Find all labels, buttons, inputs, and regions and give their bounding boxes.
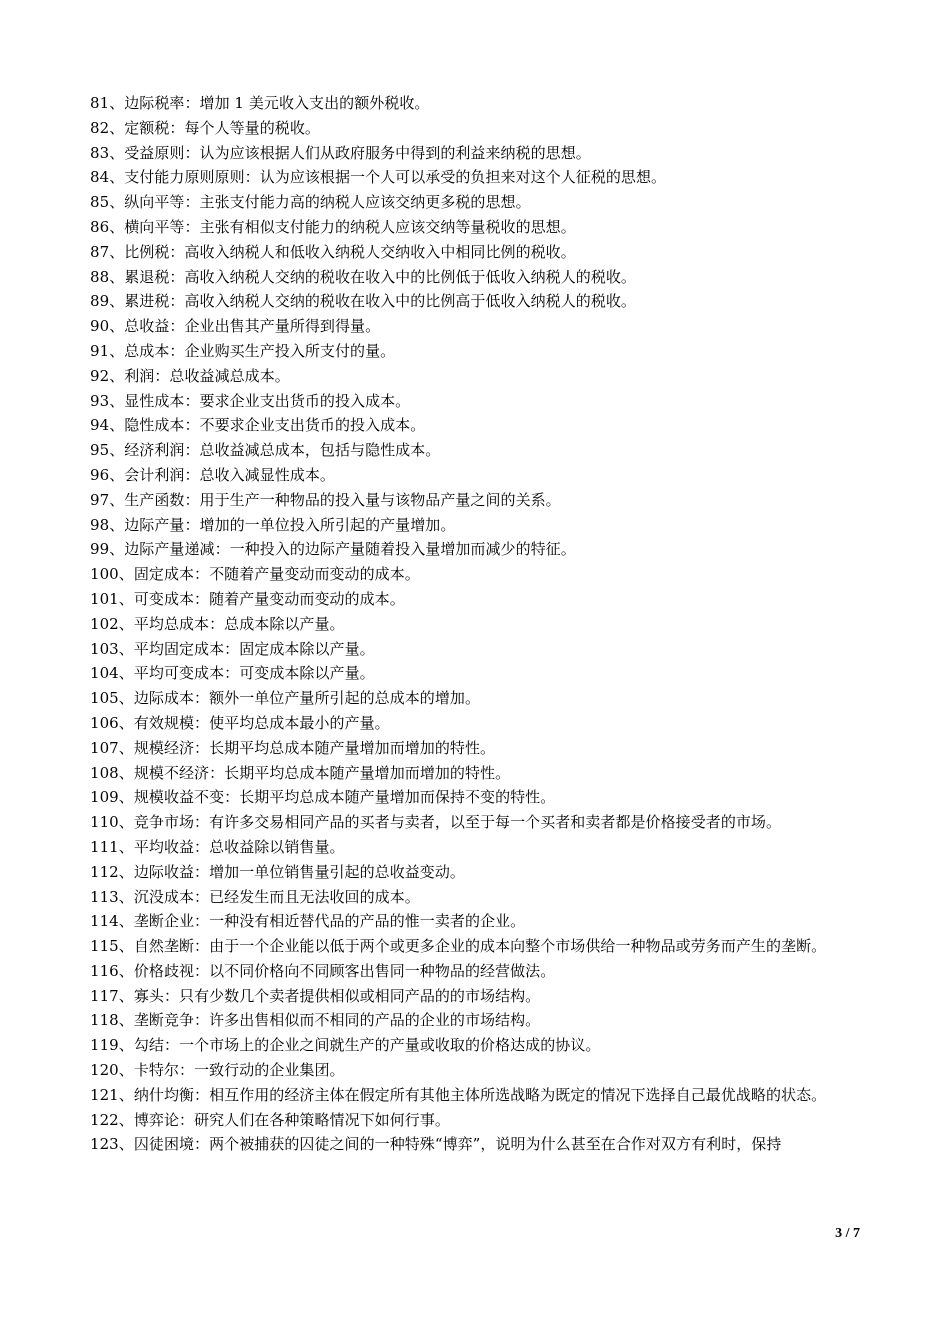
entry-separator: 、 xyxy=(118,837,134,856)
glossary-entry xyxy=(90,265,865,290)
glossary-entry xyxy=(90,314,865,339)
glossary-entry xyxy=(90,463,865,488)
entry-number: 96 xyxy=(90,465,110,484)
entry-colon: ： xyxy=(184,217,200,236)
entry-separator: 、 xyxy=(118,614,134,633)
entry-number: 98 xyxy=(90,515,110,534)
entry-colon: ： xyxy=(179,1110,195,1129)
glossary-entry xyxy=(90,984,865,1009)
entry-colon: ： xyxy=(194,837,210,856)
entry-definition: 高收入纳税人交纳的税收在收入中的比例低于低收入纳税人的税收。 xyxy=(184,267,636,286)
entry-term: 纵向平等 xyxy=(124,193,185,212)
entry-term: 沉没成本 xyxy=(133,887,195,906)
entry-colon: ： xyxy=(184,143,200,162)
entry-colon: ： xyxy=(194,738,210,757)
entry-separator: 、 xyxy=(118,887,134,906)
glossary-entry xyxy=(90,612,865,637)
glossary-entry xyxy=(90,364,865,389)
entry-definition: 两个被捕获的囚徒之间的一种特殊“博弈”，说明为什么甚至在合作对双方有利时，保持 xyxy=(209,1135,782,1154)
entry-number: 90 xyxy=(90,317,110,336)
entry-separator: 、 xyxy=(109,540,125,559)
entry-number: 100 xyxy=(90,565,119,584)
entry-separator: 、 xyxy=(118,912,134,931)
entry-separator: 、 xyxy=(118,1110,134,1129)
entry-separator: 、 xyxy=(109,416,125,435)
entry-term: 规模经济 xyxy=(133,738,195,757)
entry-definition: 许多出售相似而不相同的产品的企业的市场结构。 xyxy=(209,1011,541,1030)
entry-term: 规模收益不变 xyxy=(133,788,225,807)
entry-number: 83 xyxy=(90,143,110,162)
entry-number: 113 xyxy=(90,887,119,906)
glossary-entry xyxy=(90,1132,865,1157)
entry-term: 总收益 xyxy=(124,317,170,336)
glossary-entry xyxy=(90,240,865,265)
entry-number: 110 xyxy=(90,813,119,832)
entry-colon: ： xyxy=(169,317,185,336)
glossary-entry xyxy=(90,91,865,116)
entry-term: 边际收益 xyxy=(133,862,195,881)
glossary-entry xyxy=(90,339,865,364)
entry-separator: 、 xyxy=(118,788,134,807)
entry-term: 生产函数 xyxy=(124,490,185,509)
glossary-entry xyxy=(90,1008,865,1033)
glossary-entry xyxy=(90,637,865,662)
entry-separator: 、 xyxy=(109,242,125,261)
entry-colon: ： xyxy=(184,490,200,509)
glossary-entry xyxy=(90,1033,865,1058)
entry-number: 97 xyxy=(90,490,110,509)
entry-term: 边际税率 xyxy=(124,94,185,112)
glossary-entry xyxy=(90,711,865,736)
entry-number: 82 xyxy=(90,118,110,137)
entry-term: 总成本 xyxy=(124,341,170,360)
entry-number: 123 xyxy=(90,1135,119,1154)
entry-separator: 、 xyxy=(109,94,125,112)
glossary-entry xyxy=(90,413,865,438)
glossary-entry xyxy=(90,860,865,885)
entry-term: 横向平等 xyxy=(124,217,185,236)
entry-colon: ： xyxy=(194,862,210,881)
entry-separator: 、 xyxy=(109,366,125,385)
entry-colon: ： xyxy=(169,341,185,360)
glossary-entry xyxy=(90,562,865,587)
entry-number: 84 xyxy=(90,168,110,187)
entry-number: 88 xyxy=(90,267,110,286)
entry-number: 86 xyxy=(90,217,110,236)
entry-term: 囚徒困境 xyxy=(133,1135,195,1154)
entry-number: 89 xyxy=(90,292,110,311)
glossary-entry xyxy=(90,165,865,190)
entry-definition: 相互作用的经济主体在假定所有其他主体所选战略为既定的情况下选择自己最优战略的状态。 xyxy=(209,1085,827,1104)
entry-definition: 用于生产一种物品的投入量与该物品产量之间的关系。 xyxy=(199,490,561,509)
entry-definition: 一种没有相近替代品的产品的惟一卖者的企业。 xyxy=(209,912,526,931)
glossary-entry xyxy=(90,488,865,513)
glossary-entry xyxy=(90,215,865,240)
entry-number: 121 xyxy=(90,1085,119,1104)
entry-definition: 可变成本除以产量。 xyxy=(239,664,375,683)
entry-definition: 认为应该根据人们从政府服务中得到的利益来纳税的思想。 xyxy=(199,143,591,162)
entry-colon: ： xyxy=(154,366,170,385)
entry-colon: ： xyxy=(184,94,200,112)
glossary-entry xyxy=(90,785,865,810)
entry-term: 自然垄断 xyxy=(133,937,195,956)
entry-colon: ： xyxy=(184,441,200,460)
entry-definition: 高收入纳税人交纳的税收在收入中的比例高于低收入纳税人的税收。 xyxy=(184,292,636,311)
entry-number: 99 xyxy=(90,540,110,559)
entry-separator: 、 xyxy=(118,1061,134,1080)
entry-separator: 、 xyxy=(109,465,125,484)
entry-number: 93 xyxy=(90,391,110,410)
entry-definition: 只有少数几个卖者提供相似或相同产品的的市场结构。 xyxy=(179,986,541,1005)
entry-separator: 、 xyxy=(118,1036,134,1055)
entry-term: 隐性成本 xyxy=(124,416,185,435)
entry-definition: 长期平均总成本随产量增加而增加的特性。 xyxy=(209,738,496,757)
entry-separator: 、 xyxy=(109,267,125,286)
glossary-entry xyxy=(90,934,865,959)
glossary-entry xyxy=(90,761,865,786)
entry-definition: 主张支付能力高的纳税人应该交纳更多税的思想。 xyxy=(199,193,531,212)
entry-definition: 每个人等量的税收。 xyxy=(184,118,320,137)
entry-definition: 主张有相似支付能力的纳税人应该交纳等量税收的思想。 xyxy=(199,217,576,236)
entry-colon: ： xyxy=(184,515,200,534)
entry-term: 平均可变成本 xyxy=(133,664,225,683)
entry-separator: 、 xyxy=(118,738,134,757)
entry-definition: 一种投入的边际产量随着投入量增加而减少的特征。 xyxy=(229,540,576,559)
glossary-entry xyxy=(90,1108,865,1133)
entry-colon: ： xyxy=(169,292,185,311)
entry-colon: ： xyxy=(184,391,200,410)
entry-separator: 、 xyxy=(109,193,125,212)
entry-number: 95 xyxy=(90,441,110,460)
entry-colon: ： xyxy=(224,639,240,658)
entry-term: 可变成本 xyxy=(133,589,195,608)
entry-colon: ： xyxy=(194,961,210,980)
entry-colon: ： xyxy=(194,887,210,906)
entry-colon: ： xyxy=(214,540,230,559)
entry-colon: ： xyxy=(194,813,210,832)
entry-term: 卡特尔 xyxy=(133,1061,179,1080)
entry-definition: 固定成本除以产量。 xyxy=(239,639,375,658)
entry-definition: 总成本除以产量。 xyxy=(224,614,345,633)
entry-colon: ： xyxy=(194,1085,210,1104)
entry-colon: ： xyxy=(194,713,210,732)
entry-term: 勾结 xyxy=(133,1036,164,1055)
entry-separator: 、 xyxy=(109,217,125,236)
entry-definition: 增加一单位销售量引起的总收益变动。 xyxy=(209,862,465,881)
entry-separator: 、 xyxy=(118,713,134,732)
entry-number: 111 xyxy=(90,837,119,856)
entry-number: 105 xyxy=(90,689,119,708)
entry-term: 博弈论 xyxy=(133,1110,179,1129)
entry-term: 比例税 xyxy=(124,242,170,261)
entry-separator: 、 xyxy=(109,391,125,410)
entry-number: 114 xyxy=(90,912,119,931)
glossary-entry xyxy=(90,513,865,538)
entry-separator: 、 xyxy=(118,1085,134,1104)
entry-term: 累进税 xyxy=(124,292,170,311)
entry-number: 81 xyxy=(90,94,110,112)
entry-term: 竞争市场 xyxy=(133,813,195,832)
entry-number: 91 xyxy=(90,341,110,360)
entry-colon: ： xyxy=(194,689,210,708)
glossary-entry xyxy=(90,116,865,141)
entry-colon: ： xyxy=(169,267,185,286)
entry-colon: ： xyxy=(163,1036,180,1055)
entry-colon: ： xyxy=(209,763,225,782)
entry-definition: 有许多交易相同产品的买者与卖者，以至于每一个买者和卖者都是价格接受者的市场。 xyxy=(209,813,782,832)
entry-term: 定额税 xyxy=(124,118,170,137)
entry-term: 纳什均衡 xyxy=(133,1085,195,1104)
entry-number: 117 xyxy=(90,986,119,1005)
entry-definition: 由于一个企业能以低于两个或更多企业的成本向整个市场供给一种物品或劳务而产生的垄断。 xyxy=(209,937,827,956)
entry-separator: 、 xyxy=(118,1135,134,1154)
entry-separator: 、 xyxy=(109,143,125,162)
entry-definition: 增加 1 美元收入支出的额外税收。 xyxy=(199,94,430,112)
entry-colon: ： xyxy=(244,168,260,187)
glossary-entry xyxy=(90,537,865,562)
glossary-entry xyxy=(90,587,865,612)
entry-separator: 、 xyxy=(109,292,125,311)
entry-number: 94 xyxy=(90,416,110,435)
entry-colon: ： xyxy=(163,986,180,1005)
entry-definition: 随着产量变动而变动的成本。 xyxy=(209,589,405,608)
entry-colon: ： xyxy=(194,1011,210,1030)
glossary-list xyxy=(90,91,865,1157)
glossary-entry xyxy=(90,909,865,934)
entry-number: 122 xyxy=(90,1110,119,1129)
entry-separator: 、 xyxy=(109,490,125,509)
entry-colon: ： xyxy=(224,788,240,807)
entry-definition: 不随着产量变动而变动的成本。 xyxy=(209,565,420,584)
glossary-entry xyxy=(90,810,865,835)
entry-term: 规模不经济 xyxy=(133,763,210,782)
entry-term: 垄断企业 xyxy=(133,912,195,931)
entry-number: 109 xyxy=(90,788,119,807)
entry-colon: ： xyxy=(184,416,200,435)
glossary-entry xyxy=(90,736,865,761)
entry-term: 受益原则 xyxy=(124,143,185,162)
entry-colon: ： xyxy=(194,937,210,956)
glossary-entry xyxy=(90,190,865,215)
entry-term: 垄断竞争 xyxy=(133,1011,195,1030)
entry-term: 利润 xyxy=(124,366,155,385)
glossary-entry xyxy=(90,1083,865,1108)
entry-number: 108 xyxy=(90,763,119,782)
glossary-entry xyxy=(90,959,865,984)
entry-separator: 、 xyxy=(118,639,134,658)
entry-definition: 长期平均总成本随产量增加而保持不变的特性。 xyxy=(239,788,556,807)
entry-number: 120 xyxy=(90,1061,119,1080)
entry-colon: ： xyxy=(194,912,210,931)
entry-term: 价格歧视 xyxy=(133,961,195,980)
entry-separator: 、 xyxy=(109,441,125,460)
entry-term: 有效规模 xyxy=(133,713,195,732)
entry-number: 103 xyxy=(90,639,119,658)
entry-number: 106 xyxy=(90,713,119,732)
entry-separator: 、 xyxy=(118,961,134,980)
glossary-entry xyxy=(90,389,865,414)
entry-separator: 、 xyxy=(109,317,125,336)
entry-definition: 以不同价格向不同顾客出售同一种物品的经营做法。 xyxy=(209,961,556,980)
entry-number: 85 xyxy=(90,193,110,212)
glossary-entry xyxy=(90,141,865,166)
entry-separator: 、 xyxy=(118,1011,134,1030)
entry-definition: 企业出售其产量所得到得量。 xyxy=(184,317,381,336)
entry-separator: 、 xyxy=(118,689,134,708)
entry-term: 平均总成本 xyxy=(133,614,210,633)
entry-definition: 企业购买生产投入所支付的量。 xyxy=(184,341,396,360)
entry-separator: 、 xyxy=(118,862,134,881)
entry-term: 会计利润 xyxy=(124,465,185,484)
entry-term: 边际产量递减 xyxy=(124,540,215,559)
entry-definition: 总收益减总成本，包括与隐性成本。 xyxy=(199,441,441,460)
entry-definition: 研究人们在各种策略情况下如何行事。 xyxy=(194,1110,450,1129)
entry-separator: 、 xyxy=(109,168,125,187)
entry-term: 边际产量 xyxy=(124,515,185,534)
entry-term: 平均收益 xyxy=(133,837,195,856)
glossary-entry xyxy=(90,686,865,711)
entry-number: 115 xyxy=(90,937,119,956)
entry-definition: 使平均总成本最小的产量。 xyxy=(209,713,390,732)
glossary-entry xyxy=(90,885,865,910)
entry-definition: 长期平均总成本随产量增加而增加的特性。 xyxy=(224,763,511,782)
entry-number: 102 xyxy=(90,614,119,633)
entry-definition: 认为应该根据一个人可以承受的负担来对这个人征税的思想。 xyxy=(259,168,667,187)
entry-colon: ： xyxy=(209,614,225,633)
entry-definition: 要求企业支出货币的投入成本。 xyxy=(199,391,411,410)
entry-term: 平均固定成本 xyxy=(133,639,225,658)
entry-term: 累退税 xyxy=(124,267,170,286)
entry-definition: 高收入纳税人和低收入纳税人交纳收入中相同比例的税收。 xyxy=(184,242,576,261)
entry-separator: 、 xyxy=(118,589,134,608)
entry-term: 固定成本 xyxy=(133,565,195,584)
entry-term: 支付能力原则原则 xyxy=(124,168,245,187)
entry-number: 119 xyxy=(90,1036,119,1055)
entry-number: 87 xyxy=(90,242,110,261)
entry-separator: 、 xyxy=(109,515,125,534)
glossary-entry xyxy=(90,1058,865,1083)
glossary-entry xyxy=(90,661,865,686)
entry-colon: ： xyxy=(184,465,200,484)
entry-separator: 、 xyxy=(118,986,134,1005)
entry-colon: ： xyxy=(194,565,210,584)
entry-colon: ： xyxy=(179,1061,195,1080)
entry-colon: ： xyxy=(194,1135,210,1154)
entry-separator: 、 xyxy=(118,813,134,832)
entry-term: 经济利润 xyxy=(124,441,185,460)
entry-colon: ： xyxy=(184,193,200,212)
entry-number: 107 xyxy=(90,738,119,757)
entry-separator: 、 xyxy=(109,341,125,360)
entry-definition: 增加的一单位投入所引起的产量增加。 xyxy=(199,515,456,534)
entry-definition: 额外一单位产量所引起的总成本的增加。 xyxy=(209,689,481,708)
entry-definition: 一致行动的企业集团。 xyxy=(194,1061,345,1080)
entry-definition: 总收益除以销售量。 xyxy=(209,837,345,856)
entry-number: 116 xyxy=(90,961,119,980)
entry-colon: ： xyxy=(194,589,210,608)
entry-number: 112 xyxy=(90,862,119,881)
entry-number: 118 xyxy=(90,1011,119,1030)
entry-separator: 、 xyxy=(118,565,134,584)
entry-separator: 、 xyxy=(109,118,125,137)
entry-definition: 一个市场上的企业之间就生产的产量或收取的价格达成的协议。 xyxy=(179,1036,601,1055)
entry-definition: 总收入减显性成本。 xyxy=(199,465,335,484)
entry-separator: 、 xyxy=(118,664,134,683)
glossary-entry xyxy=(90,835,865,860)
entry-number: 104 xyxy=(90,664,119,683)
entry-colon: ： xyxy=(169,242,185,261)
glossary-entry xyxy=(90,289,865,314)
entry-definition: 已经发生而且无法收回的成本。 xyxy=(209,887,420,906)
glossary-entry xyxy=(90,438,865,463)
entry-number: 101 xyxy=(90,589,119,608)
entry-term: 显性成本 xyxy=(124,391,185,410)
entry-separator: 、 xyxy=(118,937,134,956)
entry-number: 92 xyxy=(90,366,110,385)
entry-colon: ： xyxy=(169,118,185,137)
page-number: 3 / 7 xyxy=(835,1226,860,1241)
entry-colon: ： xyxy=(224,664,240,683)
entry-term: 寡头 xyxy=(133,986,164,1005)
entry-definition: 不要求企业支出货币的投入成本。 xyxy=(199,416,426,435)
entry-separator: 、 xyxy=(118,763,134,782)
entry-term: 边际成本 xyxy=(133,689,195,708)
entry-definition: 总收益减总成本。 xyxy=(169,366,290,385)
